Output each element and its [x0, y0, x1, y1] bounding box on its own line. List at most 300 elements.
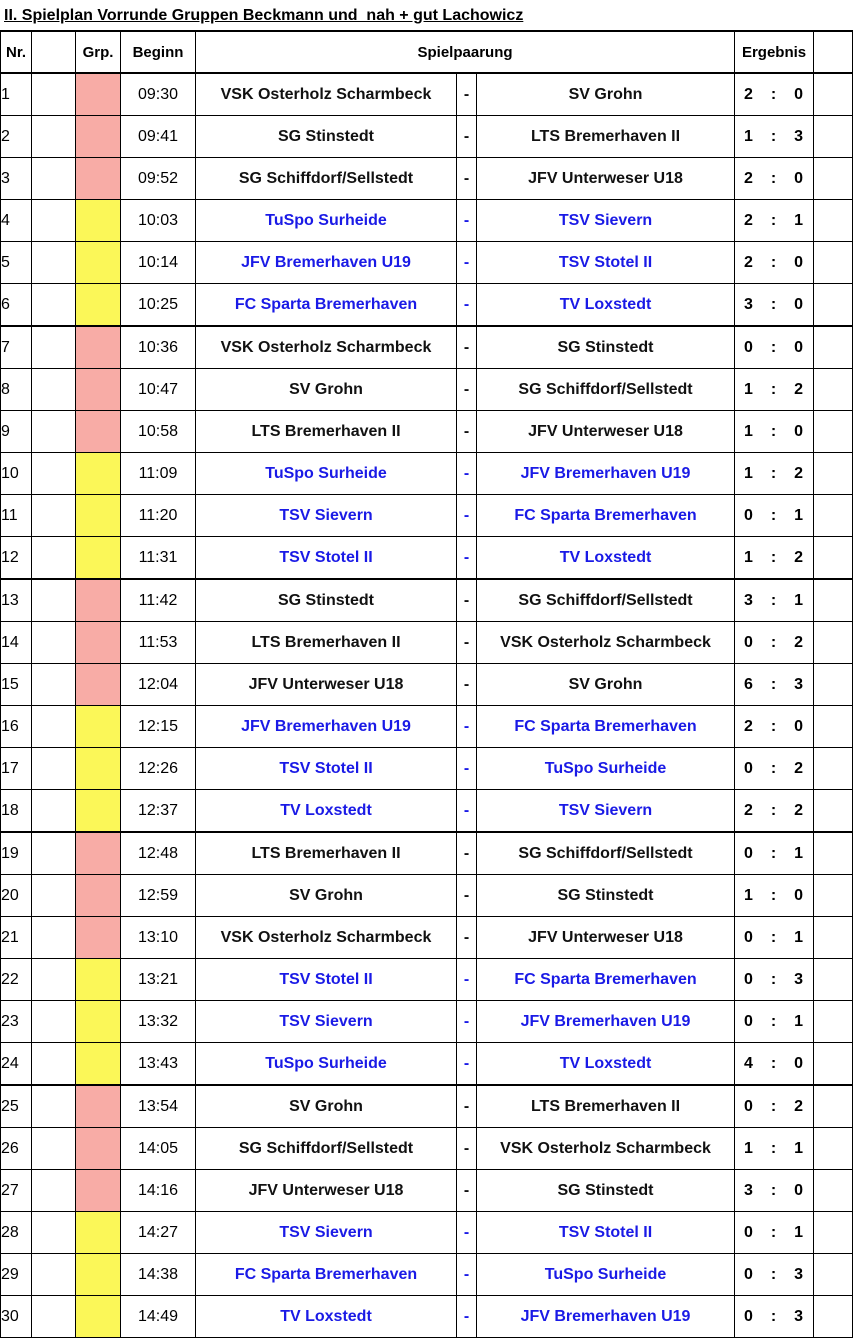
home-team: JFV Unterweser U18 [196, 1170, 457, 1212]
match-row [1, 748, 853, 790]
versus-dash: - [457, 917, 477, 959]
group-color-cell [76, 369, 121, 411]
home-goals: 1 [744, 464, 753, 482]
home-team: VSK Osterholz Scharmbeck [196, 73, 457, 116]
start-time: 14:05 [121, 1128, 196, 1170]
start-time: 13:54 [121, 1085, 196, 1128]
blank-cell [32, 1043, 76, 1086]
away-goals: 3 [794, 127, 804, 145]
score-colon: : [770, 1223, 777, 1241]
match-row [1, 917, 853, 959]
home-goals: 0 [744, 759, 753, 777]
header-blank [32, 31, 76, 73]
match-number: 8 [1, 369, 32, 411]
match-row [1, 242, 853, 284]
score-colon: : [770, 928, 777, 946]
blank-cell [32, 959, 76, 1001]
result [735, 832, 814, 875]
blank-cell [32, 1085, 76, 1128]
away-team: SG Stinstedt [477, 1170, 735, 1212]
start-time: 14:27 [121, 1212, 196, 1254]
home-team: LTS Bremerhaven II [196, 411, 457, 453]
home-team: SG Stinstedt [196, 579, 457, 622]
away-goals: 3 [794, 1265, 804, 1283]
start-time: 14:49 [121, 1296, 196, 1338]
home-goals: 1 [744, 422, 753, 440]
versus-dash: - [457, 369, 477, 411]
versus-dash: - [457, 284, 477, 327]
blank-cell-end [814, 579, 853, 622]
versus-dash: - [457, 706, 477, 748]
blank-cell-end [814, 917, 853, 959]
start-time: 12:04 [121, 664, 196, 706]
page-title: II. Spielplan Vorrunde Gruppen Beckmann und nah + gut Lachowicz [4, 7, 524, 24]
start-time: 14:38 [121, 1254, 196, 1296]
start-time: 10:36 [121, 326, 196, 369]
match-number: 19 [1, 832, 32, 875]
away-goals: 2 [794, 633, 804, 651]
home-team: TuSpo Surheide [196, 453, 457, 495]
away-team: FC Sparta Bremerhaven [477, 706, 735, 748]
match-row [1, 326, 853, 369]
score-colon: : [770, 422, 777, 440]
blank-cell-end [814, 453, 853, 495]
header-ergebnis: Ergebnis [735, 31, 814, 73]
away-goals: 2 [794, 464, 804, 482]
blank-cell-end [814, 537, 853, 580]
header-grp: Grp. [76, 31, 121, 73]
match-row [1, 664, 853, 706]
away-team: JFV Bremerhaven U19 [477, 1001, 735, 1043]
score-colon: : [770, 886, 777, 904]
match-number: 29 [1, 1254, 32, 1296]
home-goals: 2 [744, 211, 753, 229]
versus-dash: - [457, 1043, 477, 1086]
blank-cell-end [814, 1296, 853, 1338]
start-time: 12:26 [121, 748, 196, 790]
home-team: TSV Stotel II [196, 748, 457, 790]
group-color-cell [76, 158, 121, 200]
away-goals: 2 [794, 759, 804, 777]
group-color-cell [76, 748, 121, 790]
group-color-cell [76, 242, 121, 284]
group-color-cell [76, 284, 121, 327]
home-goals: 1 [744, 548, 753, 566]
score-colon: : [770, 1012, 777, 1030]
home-goals: 2 [744, 85, 753, 103]
away-goals: 1 [794, 1139, 804, 1157]
score-colon: : [770, 253, 777, 271]
start-time: 14:16 [121, 1170, 196, 1212]
group-color-cell [76, 537, 121, 580]
blank-cell [32, 1296, 76, 1338]
match-number: 12 [1, 537, 32, 580]
result [735, 622, 814, 664]
away-team: SG Stinstedt [477, 326, 735, 369]
blank-cell-end [814, 1128, 853, 1170]
match-number: 2 [1, 116, 32, 158]
match-number: 4 [1, 200, 32, 242]
match-row [1, 411, 853, 453]
score-colon: : [770, 970, 777, 988]
match-row [1, 959, 853, 1001]
away-team: TV Loxstedt [477, 1043, 735, 1086]
home-goals: 2 [744, 169, 753, 187]
away-team: JFV Bremerhaven U19 [477, 1296, 735, 1338]
match-row [1, 1001, 853, 1043]
blank-cell-end [814, 1085, 853, 1128]
header-spielpaarung: Spielpaarung [196, 31, 735, 73]
score-colon: : [770, 759, 777, 777]
home-goals: 0 [744, 1265, 753, 1283]
result [735, 116, 814, 158]
home-team: TSV Stotel II [196, 959, 457, 1001]
away-team: JFV Unterweser U18 [477, 158, 735, 200]
home-goals: 1 [744, 380, 753, 398]
match-row [1, 73, 853, 116]
start-time: 11:31 [121, 537, 196, 580]
away-team: SV Grohn [477, 73, 735, 116]
result [735, 495, 814, 537]
match-number: 21 [1, 917, 32, 959]
result [735, 664, 814, 706]
match-row [1, 1128, 853, 1170]
home-team: FC Sparta Bremerhaven [196, 284, 457, 327]
match-number: 28 [1, 1212, 32, 1254]
blank-cell-end [814, 664, 853, 706]
match-row [1, 579, 853, 622]
start-time: 13:21 [121, 959, 196, 1001]
score-colon: : [770, 506, 777, 524]
versus-dash: - [457, 1001, 477, 1043]
versus-dash: - [457, 1296, 477, 1338]
group-color-cell [76, 495, 121, 537]
score-colon: : [770, 717, 777, 735]
start-time: 10:47 [121, 369, 196, 411]
result [735, 158, 814, 200]
match-number: 7 [1, 326, 32, 369]
score-colon: : [770, 633, 777, 651]
score-colon: : [770, 591, 777, 609]
away-goals: 0 [794, 1054, 804, 1072]
away-goals: 1 [794, 591, 804, 609]
group-color-cell [76, 1254, 121, 1296]
group-color-cell [76, 1043, 121, 1086]
versus-dash: - [457, 1212, 477, 1254]
match-number: 9 [1, 411, 32, 453]
blank-cell-end [814, 706, 853, 748]
match-number: 17 [1, 748, 32, 790]
blank-cell-end [814, 284, 853, 327]
start-time: 12:59 [121, 875, 196, 917]
result [735, 284, 814, 327]
versus-dash: - [457, 622, 477, 664]
away-goals: 1 [794, 1223, 804, 1241]
blank-cell-end [814, 1254, 853, 1296]
score-colon: : [770, 1097, 777, 1115]
result [735, 1254, 814, 1296]
away-team: VSK Osterholz Scharmbeck [477, 1128, 735, 1170]
away-team: SG Stinstedt [477, 875, 735, 917]
start-time: 10:25 [121, 284, 196, 327]
home-team: TSV Stotel II [196, 537, 457, 580]
blank-cell [32, 453, 76, 495]
home-goals: 2 [744, 253, 753, 271]
result [735, 959, 814, 1001]
group-color-cell [76, 1128, 121, 1170]
away-goals: 0 [794, 422, 804, 440]
blank-cell-end [814, 200, 853, 242]
blank-cell [32, 369, 76, 411]
match-number: 22 [1, 959, 32, 1001]
away-team: FC Sparta Bremerhaven [477, 495, 735, 537]
away-team: SG Schiffdorf/Sellstedt [477, 369, 735, 411]
home-goals: 4 [744, 1054, 753, 1072]
home-team: JFV Bremerhaven U19 [196, 706, 457, 748]
home-goals: 0 [744, 633, 753, 651]
match-number: 6 [1, 284, 32, 327]
blank-cell [32, 1170, 76, 1212]
versus-dash: - [457, 411, 477, 453]
versus-dash: - [457, 158, 477, 200]
blank-cell-end [814, 1212, 853, 1254]
start-time: 11:42 [121, 579, 196, 622]
group-color-cell [76, 1085, 121, 1128]
home-goals: 3 [744, 295, 753, 313]
blank-cell-end [814, 326, 853, 369]
group-color-cell [76, 875, 121, 917]
result [735, 411, 814, 453]
group-color-cell [76, 73, 121, 116]
result [735, 748, 814, 790]
score-colon: : [770, 85, 777, 103]
blank-cell-end [814, 411, 853, 453]
header-beginn: Beginn [121, 31, 196, 73]
away-team: VSK Osterholz Scharmbeck [477, 622, 735, 664]
home-goals: 3 [744, 1181, 753, 1199]
result [735, 326, 814, 369]
home-team: SV Grohn [196, 875, 457, 917]
home-team: TSV Sievern [196, 495, 457, 537]
match-number: 5 [1, 242, 32, 284]
result [735, 1085, 814, 1128]
group-color-cell [76, 326, 121, 369]
group-color-cell [76, 706, 121, 748]
away-goals: 1 [794, 928, 804, 946]
blank-cell-end [814, 622, 853, 664]
away-goals: 0 [794, 85, 804, 103]
blank-cell [32, 158, 76, 200]
blank-cell-end [814, 748, 853, 790]
score-colon: : [770, 295, 777, 313]
score-colon: : [770, 127, 777, 145]
versus-dash: - [457, 1085, 477, 1128]
result [735, 579, 814, 622]
result [735, 1170, 814, 1212]
match-row [1, 537, 853, 580]
result [735, 537, 814, 580]
start-time: 11:53 [121, 622, 196, 664]
home-goals: 0 [744, 338, 753, 356]
blank-cell [32, 1128, 76, 1170]
start-time: 10:03 [121, 200, 196, 242]
away-goals: 1 [794, 211, 804, 229]
score-colon: : [770, 801, 777, 819]
away-team: LTS Bremerhaven II [477, 1085, 735, 1128]
match-row [1, 875, 853, 917]
blank-cell [32, 116, 76, 158]
away-team: SG Schiffdorf/Sellstedt [477, 579, 735, 622]
blank-cell-end [814, 495, 853, 537]
match-number: 11 [1, 495, 32, 537]
blank-cell [32, 664, 76, 706]
home-goals: 6 [744, 675, 753, 693]
match-row [1, 1212, 853, 1254]
blank-cell-end [814, 875, 853, 917]
match-number: 15 [1, 664, 32, 706]
blank-cell [32, 875, 76, 917]
home-goals: 0 [744, 1097, 753, 1115]
start-time: 12:48 [121, 832, 196, 875]
away-goals: 3 [794, 1307, 804, 1325]
result [735, 1212, 814, 1254]
home-team: FC Sparta Bremerhaven [196, 1254, 457, 1296]
match-row [1, 1296, 853, 1338]
header-row [1, 31, 853, 73]
home-team: LTS Bremerhaven II [196, 622, 457, 664]
versus-dash: - [457, 116, 477, 158]
versus-dash: - [457, 453, 477, 495]
blank-cell [32, 832, 76, 875]
home-goals: 0 [744, 1307, 753, 1325]
away-goals: 2 [794, 1097, 804, 1115]
home-team: TuSpo Surheide [196, 1043, 457, 1086]
blank-cell-end [814, 369, 853, 411]
away-team: TSV Sievern [477, 790, 735, 833]
match-number: 3 [1, 158, 32, 200]
blank-cell [32, 622, 76, 664]
home-team: TSV Sievern [196, 1212, 457, 1254]
home-goals: 1 [744, 127, 753, 145]
match-row [1, 1085, 853, 1128]
blank-cell-end [814, 959, 853, 1001]
match-row [1, 369, 853, 411]
blank-cell [32, 1254, 76, 1296]
away-team: LTS Bremerhaven II [477, 116, 735, 158]
match-number: 14 [1, 622, 32, 664]
start-time: 09:52 [121, 158, 196, 200]
start-time: 10:14 [121, 242, 196, 284]
home-team: TV Loxstedt [196, 1296, 457, 1338]
match-number: 16 [1, 706, 32, 748]
home-team: VSK Osterholz Scharmbeck [196, 917, 457, 959]
home-goals: 0 [744, 1012, 753, 1030]
match-row [1, 706, 853, 748]
away-team: TSV Stotel II [477, 242, 735, 284]
home-team: TuSpo Surheide [196, 200, 457, 242]
group-color-cell [76, 453, 121, 495]
away-team: JFV Bremerhaven U19 [477, 453, 735, 495]
versus-dash: - [457, 326, 477, 369]
score-colon: : [770, 380, 777, 398]
away-goals: 0 [794, 338, 804, 356]
schedule-table [0, 30, 853, 1338]
away-team: FC Sparta Bremerhaven [477, 959, 735, 1001]
result [735, 453, 814, 495]
away-goals: 0 [794, 253, 804, 271]
start-time: 13:43 [121, 1043, 196, 1086]
score-colon: : [770, 844, 777, 862]
result [735, 242, 814, 284]
away-goals: 1 [794, 844, 804, 862]
away-goals: 0 [794, 295, 804, 313]
versus-dash: - [457, 748, 477, 790]
versus-dash: - [457, 1254, 477, 1296]
home-team: SG Stinstedt [196, 116, 457, 158]
match-number: 26 [1, 1128, 32, 1170]
result [735, 369, 814, 411]
blank-cell-end [814, 1043, 853, 1086]
home-team: TV Loxstedt [196, 790, 457, 833]
home-goals: 1 [744, 1139, 753, 1157]
score-colon: : [770, 169, 777, 187]
score-colon: : [770, 1181, 777, 1199]
away-goals: 0 [794, 886, 804, 904]
blank-cell [32, 411, 76, 453]
score-colon: : [770, 675, 777, 693]
blank-cell [32, 1001, 76, 1043]
header-nr: Nr. [1, 31, 32, 73]
away-team: TSV Sievern [477, 200, 735, 242]
away-team: JFV Unterweser U18 [477, 411, 735, 453]
versus-dash: - [457, 959, 477, 1001]
group-color-cell [76, 832, 121, 875]
home-team: LTS Bremerhaven II [196, 832, 457, 875]
home-goals: 0 [744, 928, 753, 946]
result [735, 73, 814, 116]
score-colon: : [770, 1307, 777, 1325]
home-goals: 0 [744, 844, 753, 862]
match-row [1, 1043, 853, 1086]
group-color-cell [76, 790, 121, 833]
versus-dash: - [457, 1128, 477, 1170]
versus-dash: - [457, 495, 477, 537]
home-goals: 2 [744, 801, 753, 819]
blank-cell [32, 748, 76, 790]
blank-cell [32, 917, 76, 959]
group-color-cell [76, 579, 121, 622]
start-time: 13:10 [121, 917, 196, 959]
versus-dash: - [457, 242, 477, 284]
versus-dash: - [457, 579, 477, 622]
versus-dash: - [457, 875, 477, 917]
away-goals: 1 [794, 506, 804, 524]
home-team: SG Schiffdorf/Sellstedt [196, 1128, 457, 1170]
away-goals: 2 [794, 380, 804, 398]
group-color-cell [76, 116, 121, 158]
away-goals: 0 [794, 169, 804, 187]
match-number: 13 [1, 579, 32, 622]
home-goals: 0 [744, 1223, 753, 1241]
away-team: SV Grohn [477, 664, 735, 706]
score-colon: : [770, 464, 777, 482]
away-team: TuSpo Surheide [477, 748, 735, 790]
away-goals: 0 [794, 717, 804, 735]
match-number: 10 [1, 453, 32, 495]
blank-cell [32, 73, 76, 116]
blank-cell [32, 495, 76, 537]
away-team: TV Loxstedt [477, 284, 735, 327]
